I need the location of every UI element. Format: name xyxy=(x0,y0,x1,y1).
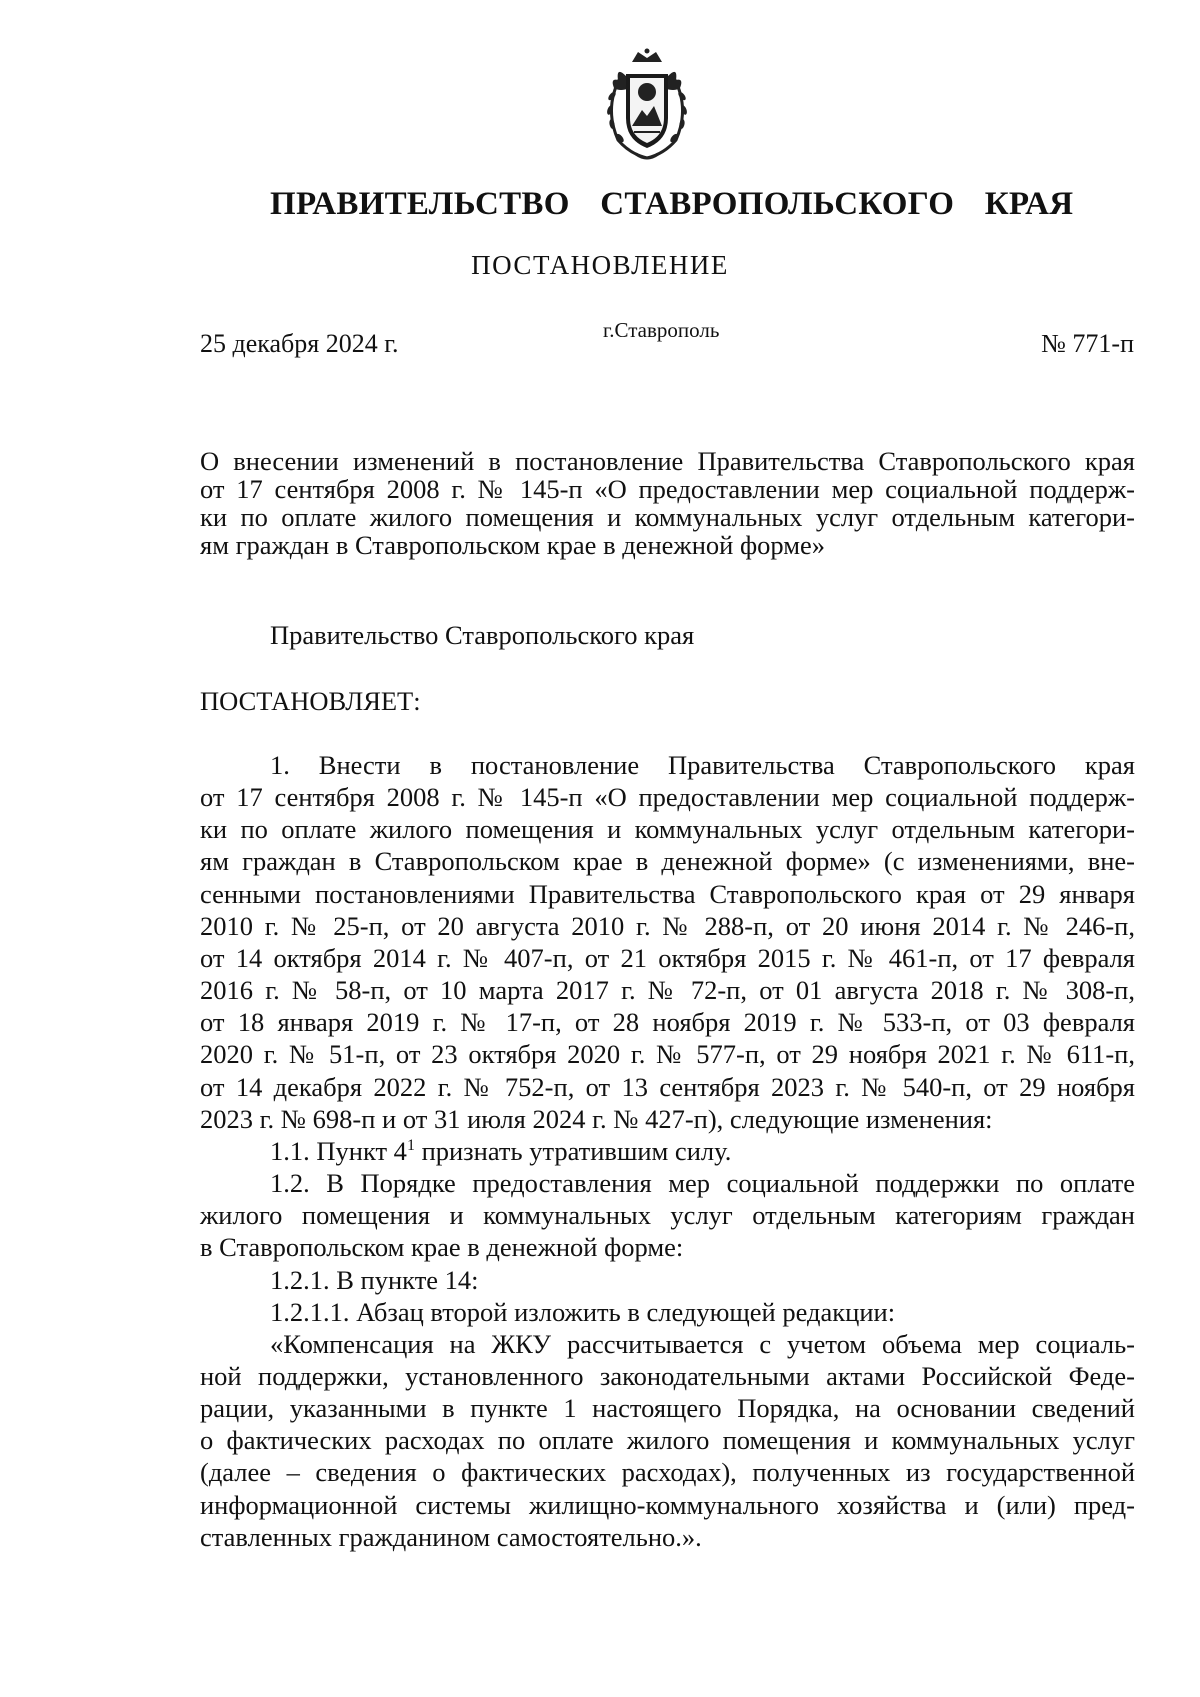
item-1-1-prefix: 1.1. Пункт 4 xyxy=(270,1135,407,1166)
coat-of-arms-emblem-icon xyxy=(596,48,698,164)
body-line: (далее – сведения о фактических расходах), полученных из государственной xyxy=(200,1457,1135,1488)
body-line: от 14 декабря 2022 г. № 752-п, от 13 сентября 2023 г. № 540-п, от 29 ноября xyxy=(200,1071,1135,1102)
body-line: 1.2. В Порядке предоставления мер социальной поддержки по оплате xyxy=(270,1168,1135,1199)
document-number: № 771-п xyxy=(1041,329,1134,358)
body-line: «Компенсация на ЖКУ рассчитывается с учетом объема мер социаль- xyxy=(270,1328,1135,1359)
body-line: ям граждан в Ставропольском крае в денежной форме» (с изменениями, вне- xyxy=(200,846,1135,877)
preamble: Правительство Ставропольского края xyxy=(270,620,695,650)
title-line: О внесении изменений в постановление Правительства Ставропольского края xyxy=(200,446,1135,476)
body-line: ки по оплате жилого помещения и коммунальных услуг отдельным категори- xyxy=(200,814,1135,845)
organization-title: ПРАВИТЕЛЬСТВО СТАВРОПОЛЬСКОГО КРАЯ xyxy=(270,186,1074,222)
document-date: 25 декабря 2024 г. xyxy=(200,329,399,358)
body-line: 2020 г. № 51-п, от 23 октября 2020 г. № 577-п, от 29 ноября 2021 г. № 611-п, xyxy=(200,1039,1135,1070)
item-1-1-suffix: признать утратившим силу. xyxy=(414,1135,732,1166)
body-line: информационной системы жилищно-коммунального хозяйства и (или) пред- xyxy=(200,1489,1135,1520)
body-line: рации, указанными в пункте 1 настоящего Порядка, на основании сведений xyxy=(200,1393,1135,1424)
body-line: жилого помещения и коммунальных услуг отдельным категориям граждан xyxy=(200,1200,1135,1231)
body-line: ной поддержки, установленного законодательными актами Российской Феде- xyxy=(200,1360,1135,1391)
body-line: 2023 г. № 698-п и от 31 июля 2024 г. № 427-п), следующие изменения: xyxy=(200,1103,993,1134)
body-line: 1.2.1. В пункте 14: xyxy=(270,1264,479,1295)
body-line: сенными постановлениями Правительства Ставропольского края от 29 января xyxy=(200,878,1135,909)
body-line: в Ставропольском крае в денежной форме: xyxy=(200,1232,684,1263)
title-line: ям граждан в Ставропольском крае в денежной форме» xyxy=(200,530,825,560)
item-1-1-superscript: 1 xyxy=(406,1137,415,1155)
body-line: 1.2.1.1. Абзац второй изложить в следующей редакции: xyxy=(270,1296,896,1327)
item-1-1 xyxy=(200,1135,1135,1167)
body-line: 2010 г. № 25-п, от 20 августа 2010 г. № 288-п, от 20 июня 2014 г. № 246-п, xyxy=(200,910,1135,941)
resolves-heading: ПОСТАНОВЛЯЕТ: xyxy=(200,686,421,716)
body-line: ставленных гражданином самостоятельно.». xyxy=(200,1521,702,1552)
body-line: о фактических расходах по оплате жилого помещения и коммунальных услуг xyxy=(200,1425,1135,1456)
body-line: от 14 октября 2014 г. № 407-п, от 21 октября 2015 г. № 461-п, от 17 февраля xyxy=(200,942,1135,973)
document-title xyxy=(200,447,1135,559)
body-line: 2016 г. № 58-п, от 10 марта 2017 г. № 72-п, от 01 августа 2018 г. № 308-п, xyxy=(200,975,1135,1006)
title-line: ки по оплате жилого помещения и коммунальных услуг отдельным категори- xyxy=(200,502,1135,532)
body-line: от 17 сентября 2008 г. № 145-п «О предоставлении мер социальной поддерж- xyxy=(200,782,1135,813)
document-body xyxy=(200,749,1135,1553)
document-type: ПОСТАНОВЛЕНИЕ xyxy=(471,250,729,280)
title-line: от 17 сентября 2008 г. № 145-п «О предоставлении мер социальной поддерж- xyxy=(200,474,1135,504)
body-line: от 18 января 2019 г. № 17-п, от 28 ноября 2019 г. № 533-п, от 03 февраля xyxy=(200,1007,1135,1038)
document-city: г.Ставрополь xyxy=(603,318,720,342)
body-line: 1. Внести в постановление Правительства Ставропольского края xyxy=(270,750,1135,780)
